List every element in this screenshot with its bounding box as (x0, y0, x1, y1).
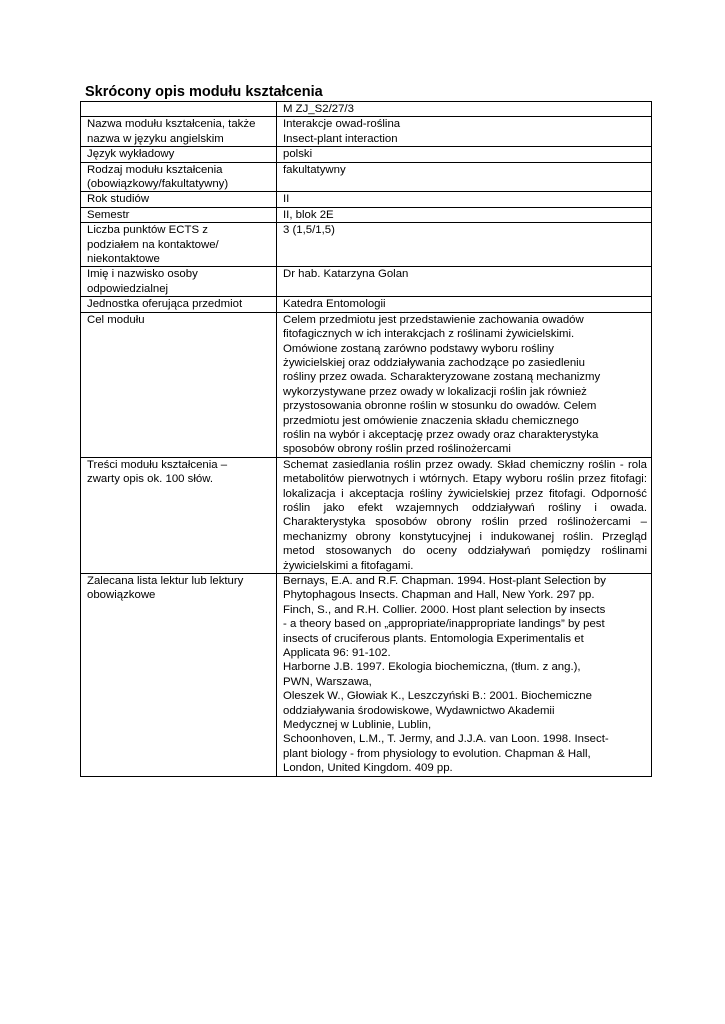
module-code-label (81, 102, 277, 117)
row-module-code (81, 102, 652, 117)
reading-list-label: Zalecana lista lektur lub lektury obowiązkowe (81, 574, 277, 777)
module-content-value: Schemat zasiedlania roślin przez owady. Skład chemiczny roślin - rola metabolitów pierwotnych i wtórnych. Etapy wyboru roślin przez fitofagi: lokalizacja i akceptacja rośliny żywicielskiej przez fitofagi. Odporność roślin jako efekt wzajemnych oddziaływań rośliny i owada. Charakterystyka sposobów obrony roślin przed roślinożercami – mechanizmy obrony konstytucyjnej i indukowanej roślin. Przegląd metod stosowanych do oceny oddziaływań pomiędzy roślinami żywicielskimi a fitofagami. (277, 457, 652, 573)
row-semester (81, 207, 652, 222)
responsible-person-value: Dr hab. Katarzyna Golan (277, 267, 652, 297)
page-title: Skrócony opis modułu kształcenia (85, 84, 323, 100)
row-study-year (81, 192, 652, 207)
row-reading-list (81, 574, 652, 777)
module-name-label: Nazwa modułu kształcenia, także nazwa w języku angielskim (81, 117, 277, 147)
module-goal-value: Celem przedmiotu jest przedstawienie zachowania owadów fitofagicznych w ich interakcjach z roślinami żywicielskimi. Omówione zostaną zarówno podstawy wyboru rośliny żywicielskiej oraz oddziaływania zachodzące po zasiedleniu rośliny przez owada. Scharakteryzowane zostaną mechanizmy wykorzystywane przez owady w lokalizacji roślin jak również przystosowania obronne roślin w stosunku do owadów. Celem przedmiotu jest omówienie znaczenia składu chemicznego roślin na wybór i akceptację przez owady oraz charakterystyka sposobów obrony roślin przed roślinożercami (277, 312, 652, 457)
row-offering-unit (81, 297, 652, 312)
row-ects-points (81, 223, 652, 267)
module-goal-label: Cel modułu (81, 312, 277, 457)
ects-points-label: Liczba punktów ECTS z podziałem na kontaktowe/ niekontaktowe (81, 223, 277, 267)
language-value: polski (277, 147, 652, 162)
row-language (81, 147, 652, 162)
row-module-content (81, 457, 652, 573)
module-description-table (80, 101, 652, 777)
ects-points-value: 3 (1,5/1,5) (277, 223, 652, 267)
module-type-label: Rodzaj modułu kształcenia (obowiązkowy/fakultatywny) (81, 162, 277, 192)
offering-unit-label: Jednostka oferująca przedmiot (81, 297, 277, 312)
row-responsible-person (81, 267, 652, 297)
module-type-value: fakultatywny (277, 162, 652, 192)
row-module-name (81, 117, 652, 147)
study-year-value: II (277, 192, 652, 207)
offering-unit-value: Katedra Entomologii (277, 297, 652, 312)
semester-value: II, blok 2E (277, 207, 652, 222)
row-module-type (81, 162, 652, 192)
module-content-label: Treści modułu kształcenia – zwarty opis ok. 100 słów. (81, 457, 277, 573)
module-code-value: M ZJ_S2/27/3 (277, 102, 652, 117)
semester-label: Semestr (81, 207, 277, 222)
module-name-value: Interakcje owad-roślina Insect-plant interaction (277, 117, 652, 147)
study-year-label: Rok studiów (81, 192, 277, 207)
language-label: Język wykładowy (81, 147, 277, 162)
row-module-goal (81, 312, 652, 457)
reading-list-value: Bernays, E.A. and R.F. Chapman. 1994. Host-plant Selection by Phytophagous Insects. Chapman and Hall, New York. 297 pp. Finch, S., and R.H. Collier. 2000. Host plant selection by insects - a theory based on „appropriate/inappropriate landings” by pest insects of cruciferous plants. Entomologia Experimentalis et Applicata 96: 91-102. Harborne J.B. 1997. Ekologia biochemiczna, (tłum. z ang.), PWN, Warszawa, Oleszek W., Głowiak K., Leszczyński B.: 2001. Biochemiczne oddziaływania środowiskowe, Wydawnictwo Akademii Medycznej w Lublinie, Lublin, Schoonhoven, L.M., T. Jermy, and J.J.A. van Loon. 1998. Insect- plant biology - from physiology to evolution. Chapman & Hall, London, United Kingdom. 409 pp. (277, 574, 652, 777)
responsible-person-label: Imię i nazwisko osoby odpowiedzialnej (81, 267, 277, 297)
